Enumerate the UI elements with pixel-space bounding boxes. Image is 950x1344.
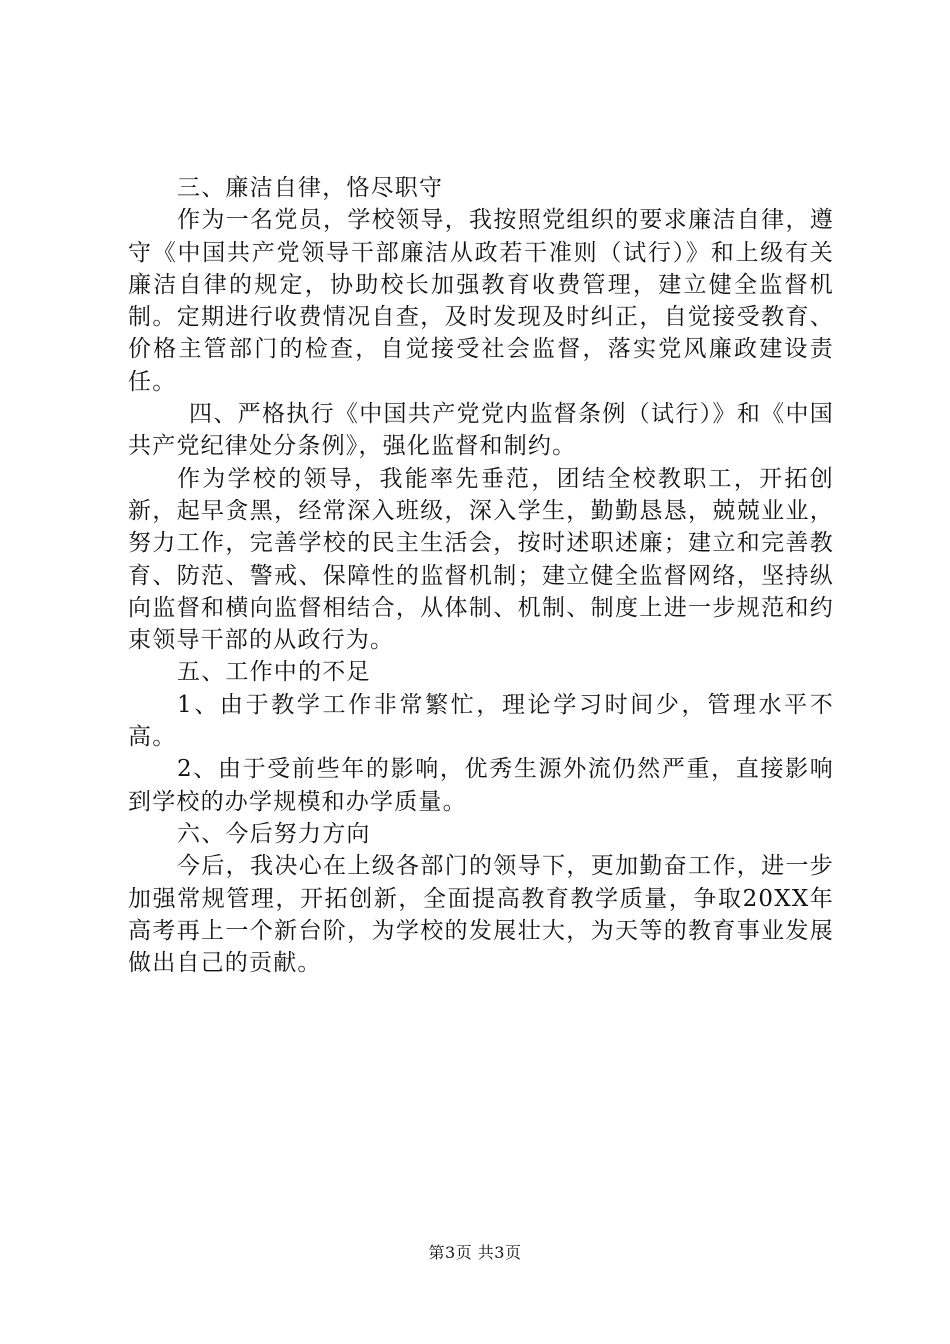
page-number-footer: 第3页 共3页 [428,1243,522,1262]
paragraph-integrity: 作为一名党员，学校领导，我按照党组织的要求廉洁自律，遵守《中国共产党领导干部廉洁从政若干准则（试行）》和上级有关廉洁自律的规定，协助校长加强教育收费管理，建立健全监督机制。定期进行收费情况自查，及时发现及时纠正，自觉接受教育、价格主管部门的检查，自觉接受社会监督，落实党风廉政建设责任。 [128,207,834,395]
paragraph-shortcoming-1: 1、由于教学工作非常繁忙，理论学习时间少，管理水平不高。 [128,691,834,751]
section-heading-supervision: 四、严格执行《中国共产党党内监督条例（试行）》和《中国共产党纪律处分条例》，强化监督和制约。 [128,401,834,460]
section-heading-integrity: 三、廉洁自律，恪尽职守 [177,175,444,201]
paragraph-future: 今后，我决心在上级各部门的领导下，更加勤奋工作，进一步加强常规管理，开拓创新，全面提高教育教学质量，争取20XX年高考再上一个新台阶，为学校的发展壮大，为天等的教育事业发展做出自己的贡献。 [128,853,834,977]
paragraph-supervision: 作为学校的领导，我能率先垂范，团结全校教职工，开拓创新，起早贪黑，经常深入班级，深入学生，勤勤恳恳，兢兢业业，努力工作，完善学校的民主生活会，按时述职述廉；建立和完善教育、防范、警戒、保障性的监督机制；建立健全监督网络，坚持纵向监督和横向监督相结合，从体制、机制、制度上进一步规范和约束领导干部的从政行为。 [128,465,834,654]
section-heading-future: 六、今后努力方向 [177,820,371,847]
document-body [128,172,834,979]
section-heading-shortcomings: 五、工作中的不足 [177,659,371,686]
paragraph-shortcoming-2: 2、由于受前些年的影响，优秀生源外流仍然严重，直接影响到学校的办学规模和办学质量。 [128,756,834,815]
